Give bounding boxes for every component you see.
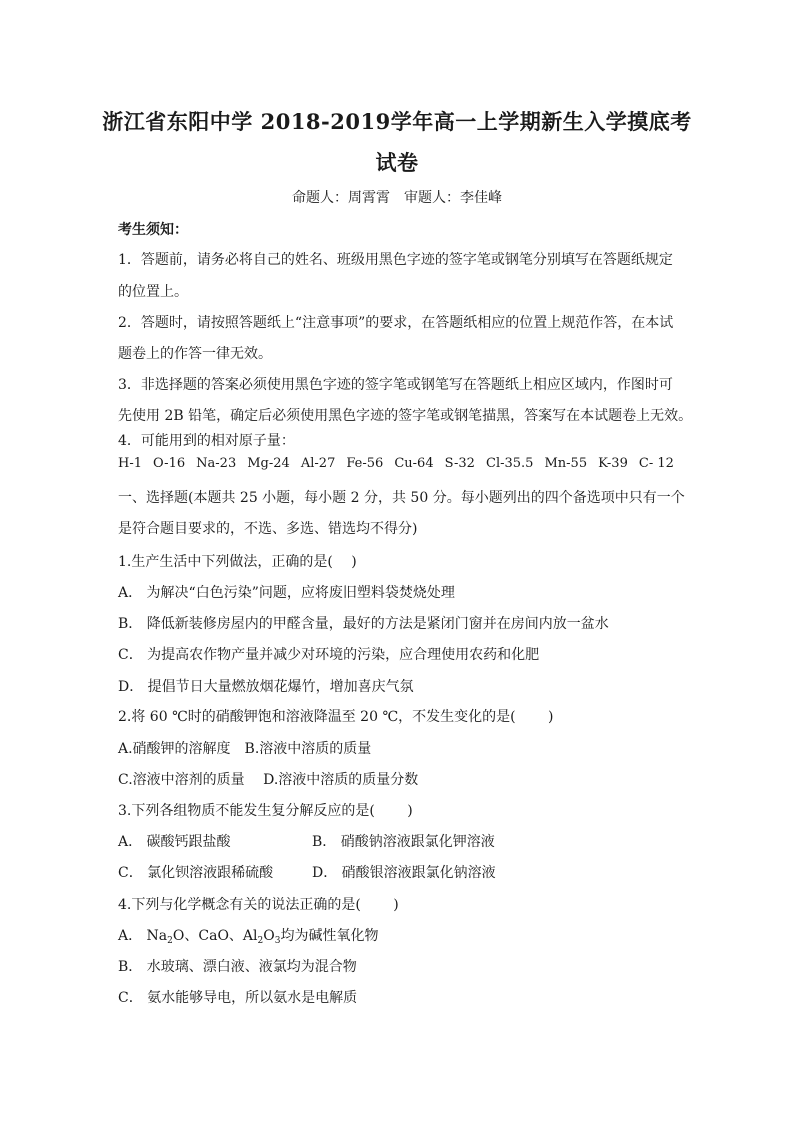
question-1-option-c: C． 为提高农作物产量并减少对环境的污染，应合理使用农药和化肥: [118, 647, 540, 663]
question-3-option-b: B． 硝酸钠溶液跟氯化钾溶液: [312, 834, 495, 850]
question-4-option-b: B． 水玻璃、漂白液、液氯均为混合物: [118, 959, 357, 975]
atomic-mass: S-32: [444, 456, 475, 471]
question-1-option-b: B． 降低新装修房屋内的甲醛含量，最好的方法是紧闭门窗并在房间内放一盆水: [118, 616, 609, 632]
atomic-mass: Al-27: [300, 456, 336, 471]
question-1-option-d: D． 提倡节日大量燃放烟花爆竹，增加喜庆气氛: [118, 679, 414, 695]
authors-line: 命题人：周霄霄 审题人：李佳峰: [292, 190, 502, 206]
notice-item-3-cont: 先使用 2B 铅笔，确定后必须使用黑色字迹的签字笔或钢笔描黑，答案写在本试题卷上无效。: [118, 408, 693, 424]
question-2-options-row-2: C.溶液中溶剂的质量 D.溶液中溶质的质量分数: [118, 772, 419, 788]
atomic-mass: H-1: [118, 456, 143, 471]
question-4-option-c: C． 氨水能够导电，所以氨水是电解质: [118, 990, 358, 1006]
atomic-mass: Fe-56: [346, 456, 384, 471]
atomic-mass: C- 12: [638, 456, 674, 471]
question-4-stem: 4.下列与化学概念有关的说法正确的是( ): [118, 897, 399, 913]
notice-item-2: 2．答题时，请按照答题纸上“注意事项”的要求，在答题纸相应的位置上规范作答，在本试: [118, 315, 674, 331]
formula-part: 均为碱性氧化物: [280, 928, 379, 944]
page-title-line-2: 试卷: [375, 150, 419, 175]
question-2-stem: 2.将 60 ℃时的硝酸钾饱和溶液降温至 20 ℃，不发生变化的是( ): [118, 709, 554, 725]
formula-subscript: 2: [257, 936, 264, 946]
notice-item-1: 1．答题前，请务必将自己的姓名、班级用黑色字迹的签字笔或钢笔分别填写在答题纸规定: [118, 252, 673, 268]
atomic-mass: Na-23: [196, 456, 237, 471]
section-intro: 一、选择题(本题共 25 小题，每小题 2 分，共 50 分。每小题列出的四个备选项中只有一个: [118, 490, 685, 506]
question-2-options-row-1: A.硝酸钾的溶解度 B.溶液中溶质的质量: [118, 741, 372, 757]
atomic-mass: O-16: [153, 456, 186, 471]
atomic-mass: Cu-64: [394, 456, 434, 471]
question-1-stem: 1.生产生活中下列做法，正确的是( ): [118, 554, 357, 570]
formula-part: A． Na: [118, 928, 168, 944]
atomic-mass-list: [118, 456, 674, 471]
notice-item-4: 4．可能用到的相对原子量：: [118, 433, 295, 449]
question-3-option-d: D． 硝酸银溶液跟氯化钠溶液: [312, 865, 496, 881]
question-3-option-a: A． 碳酸钙跟盐酸: [118, 834, 231, 850]
page-title-line-1: 浙江省东阳中学 2018-2019学年高一上学期新生入学摸底考: [102, 109, 692, 134]
question-4-option-a: [118, 925, 378, 946]
atomic-mass: Mn-55: [544, 456, 588, 471]
notice-heading: 考生须知：: [118, 222, 188, 238]
notice-item-2-cont: 题卷上的作答一律无效。: [118, 346, 272, 362]
notice-item-1-cont: 的位置上。: [118, 284, 188, 300]
formula-subscript: 3: [274, 936, 281, 946]
atomic-mass: K-39: [598, 456, 628, 471]
formula-part: O: [263, 928, 275, 944]
question-3-option-c: C． 氯化钡溶液跟稀硫酸: [118, 865, 274, 881]
section-intro-cont: 是符合题目要求的，不选、多选、错选均不得分): [118, 521, 418, 537]
notice-item-3: 3．非选择题的答案必须使用黑色字迹的签字笔或钢笔写在答题纸上相应区域内，作图时可: [118, 377, 673, 393]
question-3-stem: 3.下列各组物质不能发生复分解反应的是( ): [118, 803, 413, 819]
formula-subscript: 2: [167, 936, 173, 946]
question-1-option-a: A． 为解决“白色污染”问题，应将废旧塑料袋焚烧处理: [118, 585, 455, 601]
formula-part: O、CaO、Al: [172, 928, 258, 944]
atomic-mass: Cl-35.5: [486, 456, 534, 471]
atomic-mass: Mg-24: [247, 456, 290, 471]
